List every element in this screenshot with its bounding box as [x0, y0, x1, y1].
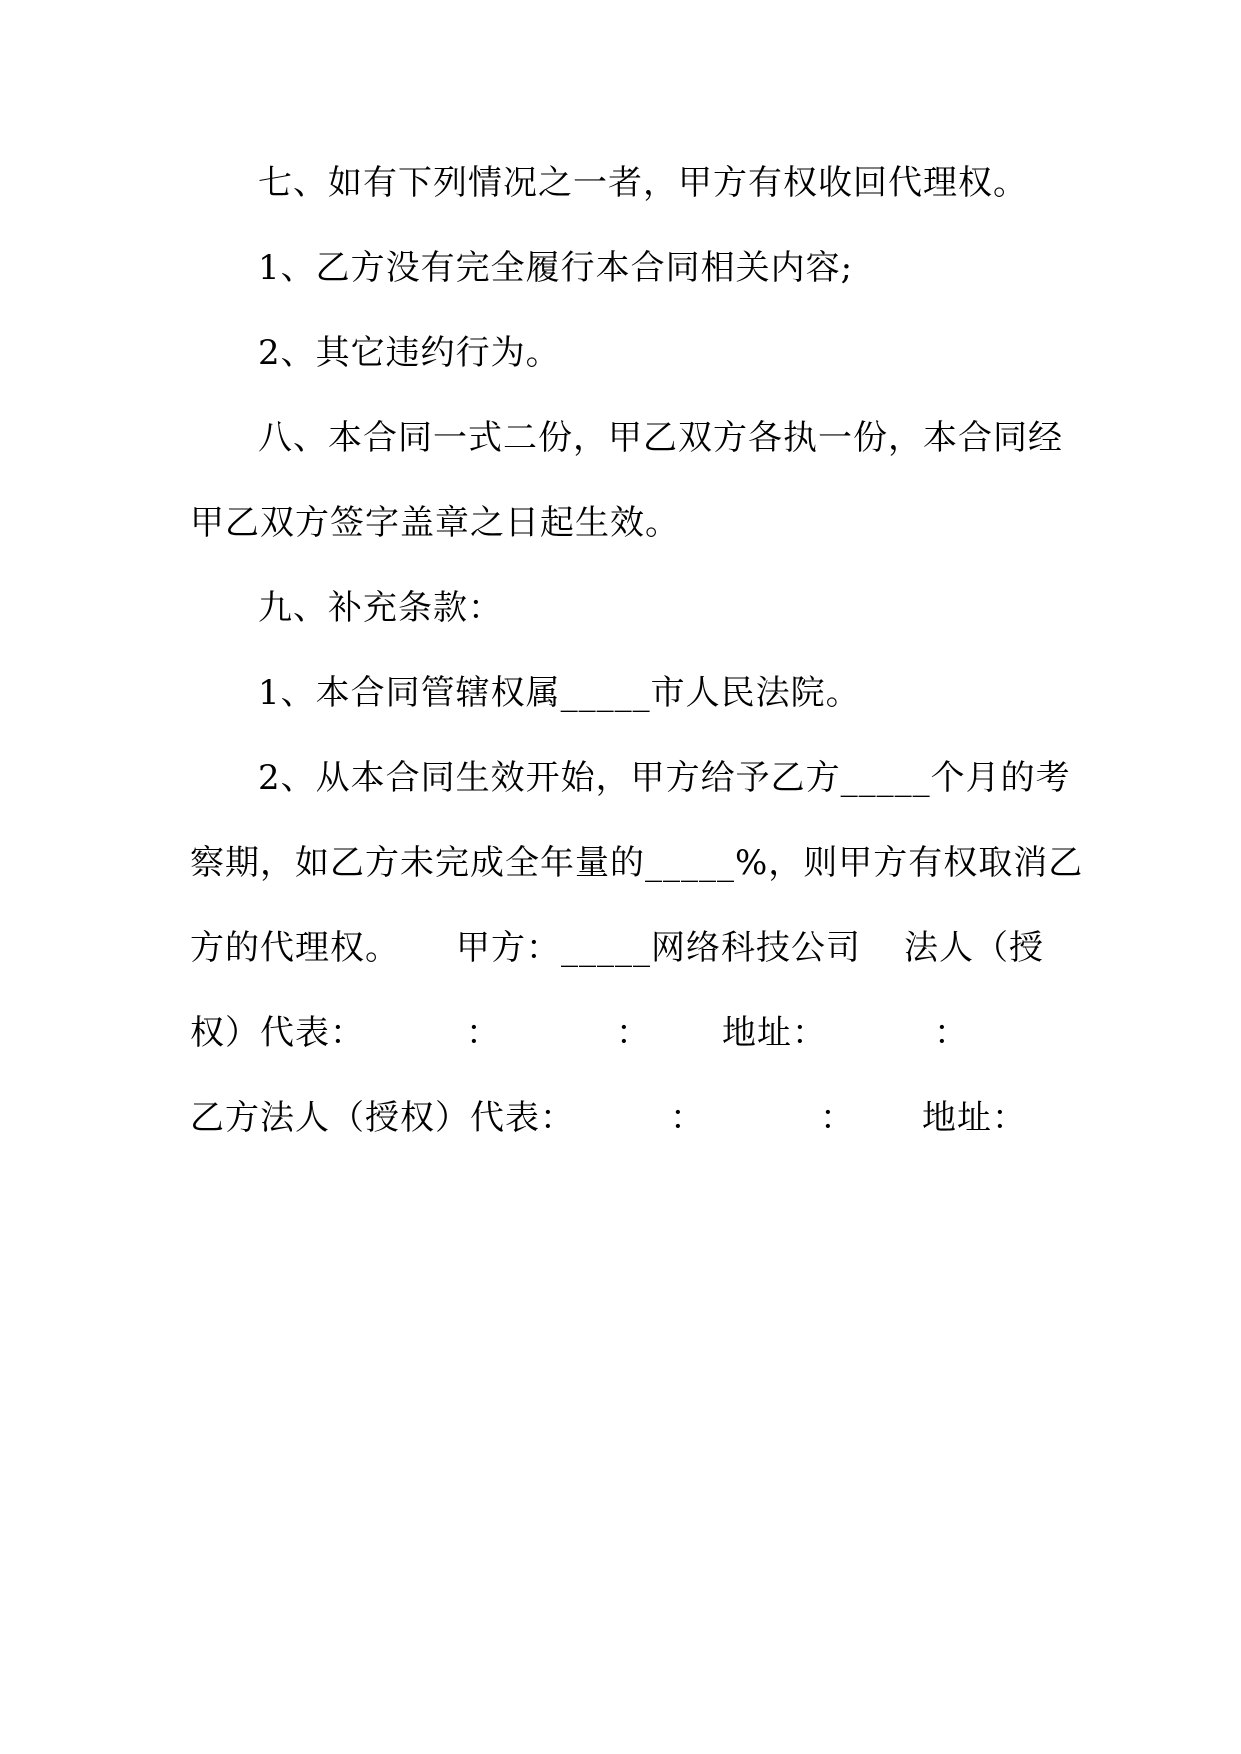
party-a-colon-3: ： [934, 1013, 969, 1053]
clause-9-item-2-line-3: 方的代理权。 [190, 928, 400, 968]
clause-7-item-2: 2、其它违约行为。 [258, 333, 561, 373]
clause-9-heading: 九、补充条款： [258, 588, 503, 628]
party-a-address-label: 地址： [722, 1013, 827, 1053]
clause-8-line-2: 甲乙双方签字盖章之日起生效。 [190, 503, 680, 543]
clause-9-item-1: 1、本合同管辖权属_____市人民法院。 [258, 673, 861, 713]
clause-9-item-2-line-2: 察期，如乙方未完成全年量的_____%，则甲方有权取消乙 [190, 843, 1084, 883]
clause-9-item-2-line-1: 2、从本合同生效开始，甲方给予乙方_____个月的考 [258, 758, 1071, 798]
signature-line-party-b [0, 1098, 1241, 1138]
signature-line-party-a [0, 928, 1241, 968]
party-a-colon-2: ： [616, 1013, 651, 1053]
clause-7-item-1: 1、乙方没有完全履行本合同相关内容; [258, 248, 854, 288]
party-a-representative-label-end: 权）代表： [190, 1013, 365, 1053]
party-a-representative-label-start: 法人（授 [904, 928, 1044, 968]
signature-line-party-a-details [0, 1013, 1241, 1053]
clause-8-line-1: 八、本合同一式二份，甲乙双方各执一份，本合同经 [258, 418, 1063, 458]
party-b-address-label: 地址： [922, 1098, 1027, 1138]
clause-7-heading: 七、如有下列情况之一者，甲方有权收回代理权。 [258, 163, 1028, 203]
party-b-representative-label: 乙方法人（授权）代表： [190, 1098, 575, 1138]
party-a-colon-1: ： [466, 1013, 501, 1053]
party-b-colon-2: ： [820, 1098, 855, 1138]
party-b-colon-1: ： [670, 1098, 705, 1138]
party-a-company: 甲方：_____网络科技公司 [456, 928, 861, 968]
